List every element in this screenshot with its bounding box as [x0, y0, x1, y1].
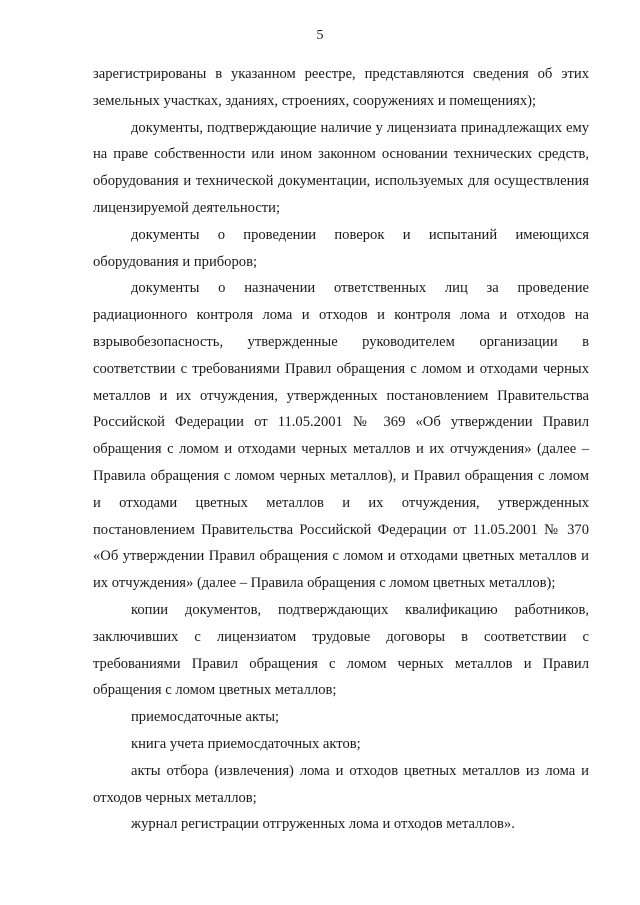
- paragraph-sampling-acts: акты отбора (извлечения) лома и отходов цветных металлов из лома и отходов черных металлов;: [93, 762, 589, 806]
- document-body: [93, 61, 589, 838]
- paragraph-acts-register-book: книга учета приемосдаточных актов;: [131, 735, 361, 752]
- paragraph-technical-means: документы, подтверждающие наличие у лицензиата принадлежащих ему на праве собственности или ином законном основании технических средств, оборудования и технической документации, используемых для осуществления лицензируемой деятельности;: [93, 119, 589, 216]
- paragraph-verification-documents: документы о проведении поверок и испытаний имеющихся оборудования и приборов;: [93, 226, 589, 270]
- paragraph-responsible-persons: документы о назначении ответственных лиц за проведение радиационного контроля лома и отходов и контроля лома и отходов на взрывобезопасность, утвержденные руководителем организации в соответствии с требованиями Правил обращения с ломом и отходами черных металлов и их отчуждения, утвержденных постановлением Правительства Российской Федерации от 11.05.2001 № 369 «Об утверждении Правил обращения с ломом и отходами черных металлов и их отчуждения» (далее – Правила обращения с ломом черных металлов), и Правил обращения с ломом и отходами цветных металлов и их отчуждения, утвержденных постановлением Правительства Российской Федерации от 11.05.2001 № 370 «Об утверждении Правил обращения с ломом и отходами цветных металлов и их отчуждения» (далее – Правила обращения с ломом цветных металлов);: [93, 280, 589, 592]
- paragraph-shipment-journal: журнал регистрации отгруженных лома и отходов металлов».: [131, 816, 515, 833]
- page-number: 5: [316, 28, 324, 43]
- paragraph-continuation: зарегистрированы в указанном реестре, представляются сведения об этих земельных участках, зданиях, строениях, сооружениях и помещениях);: [93, 66, 589, 109]
- paragraph-acceptance-acts: приемосдаточные акты;: [131, 709, 280, 726]
- paragraph-qualification-copies: копии документов, подтверждающих квалификацию работников, заключивших с лицензиатом трудовые договоры в соответствии с требованиями Правил обращения с ломом черных металлов и Правил обращения с ломом цветных металлов;: [93, 601, 589, 699]
